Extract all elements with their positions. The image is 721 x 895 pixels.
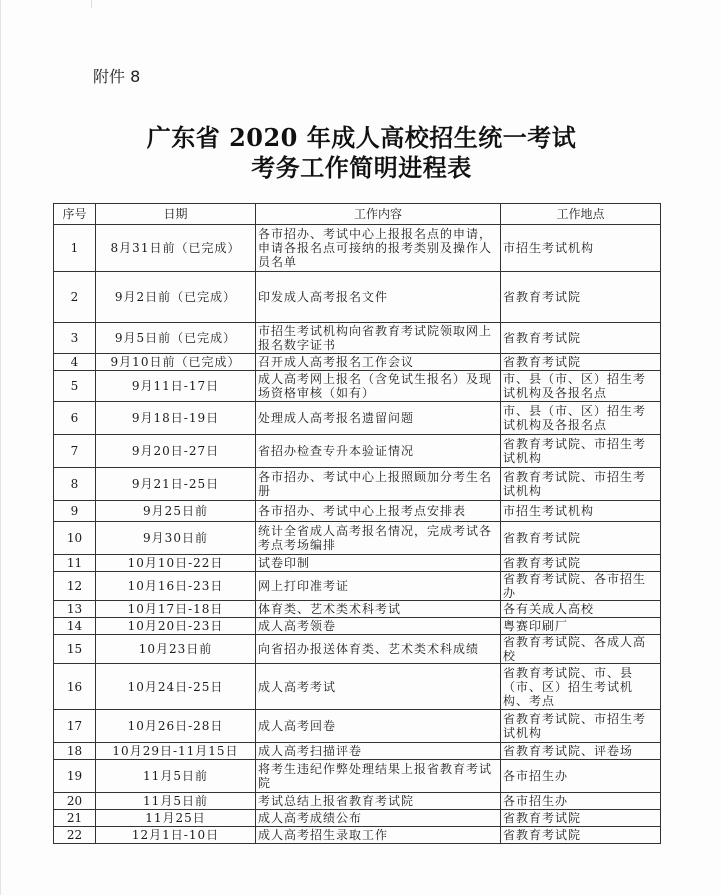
cell-date: 10月20日-23日	[96, 618, 256, 635]
cell-content: 省招办检查专升本验证情况	[256, 435, 501, 468]
cell-seq: 8	[54, 468, 96, 501]
table-row	[54, 272, 661, 323]
table-row	[54, 522, 661, 555]
table-row	[54, 468, 661, 501]
cell-content: 处理成人高考报名遗留问题	[256, 402, 501, 435]
cell-seq: 2	[54, 272, 96, 323]
cell-content: 体育类、艺术类术科考试	[256, 601, 501, 618]
cell-date: 10月10日-22日	[96, 555, 256, 572]
cell-date: 9月11日-17日	[96, 371, 256, 402]
cell-place: 省教育考试院	[501, 272, 661, 323]
cell-date: 9月30日前	[96, 522, 256, 555]
table-row	[54, 371, 661, 402]
cell-seq: 14	[54, 618, 96, 635]
cell-seq: 16	[54, 664, 96, 710]
table-row	[54, 354, 661, 371]
cell-content: 市招生考试机构向省教育考试院领取网上报名数字证书	[256, 323, 501, 354]
table-row	[54, 664, 661, 710]
cell-place: 市招生考试机构	[501, 225, 661, 272]
cell-place: 各有关成人高校	[501, 601, 661, 618]
cell-place: 各市招生办	[501, 760, 661, 793]
cell-content: 试卷印制	[256, 555, 501, 572]
cell-date: 9月5日前（已完成）	[96, 323, 256, 354]
cell-place: 省教育考试院	[501, 810, 661, 827]
cell-date: 10月23日前	[96, 635, 256, 664]
cell-place: 省教育考试院、各成人高校	[501, 635, 661, 664]
cell-place: 省教育考试院	[501, 522, 661, 555]
cell-content: 成人高考回卷	[256, 710, 501, 743]
cell-content: 成人高考考试	[256, 664, 501, 710]
cell-seq: 10	[54, 522, 96, 555]
schedule-table	[53, 203, 661, 844]
cell-content: 成人高考扫描评卷	[256, 743, 501, 760]
cell-seq: 4	[54, 354, 96, 371]
cell-content: 成人高考领卷	[256, 618, 501, 635]
header-place: 工作地点	[501, 204, 661, 225]
header-content: 工作内容	[256, 204, 501, 225]
cell-seq: 18	[54, 743, 96, 760]
table-row	[54, 601, 661, 618]
table-header-row	[54, 204, 661, 225]
cell-seq: 15	[54, 635, 96, 664]
cell-date: 12月1日-10日	[96, 827, 256, 844]
cell-place: 各市招生办	[501, 793, 661, 810]
cell-seq: 3	[54, 323, 96, 354]
header-date: 日期	[96, 204, 256, 225]
cell-content: 成人高考网上报名（含免试生报名）及现场资格审核（如有）	[256, 371, 501, 402]
cell-content: 成人高考成绩公布	[256, 810, 501, 827]
cell-content: 各市招办、考试中心上报照顾加分考生名册	[256, 468, 501, 501]
cell-date: 10月29日-11月15日	[96, 743, 256, 760]
table-row	[54, 323, 661, 354]
cell-seq: 7	[54, 435, 96, 468]
cell-date: 9月18日-19日	[96, 402, 256, 435]
cell-date: 10月24日-25日	[96, 664, 256, 710]
cell-seq: 13	[54, 601, 96, 618]
table-row	[54, 501, 661, 522]
cell-date: 9月10日前（已完成）	[96, 354, 256, 371]
cell-content: 考试总结上报省教育考试院	[256, 793, 501, 810]
cell-seq: 19	[54, 760, 96, 793]
table-row	[54, 710, 661, 743]
table-row	[54, 572, 661, 601]
cell-date: 11月5日前	[96, 760, 256, 793]
table-row	[54, 402, 661, 435]
table-row	[54, 635, 661, 664]
cell-date: 11月5日前	[96, 793, 256, 810]
cell-date: 9月21日-25日	[96, 468, 256, 501]
table-row	[54, 555, 661, 572]
cell-place: 省教育考试院	[501, 354, 661, 371]
cell-content: 网上打印准考证	[256, 572, 501, 601]
cell-date: 10月16日-23日	[96, 572, 256, 601]
cell-seq: 17	[54, 710, 96, 743]
cell-seq: 20	[54, 793, 96, 810]
cell-seq: 22	[54, 827, 96, 844]
cell-content: 向省招办报送体育类、艺术类术科成绩	[256, 635, 501, 664]
cell-seq: 21	[54, 810, 96, 827]
cell-place: 省教育考试院	[501, 555, 661, 572]
attachment-label: 附件 8	[93, 67, 141, 86]
cell-content: 印发成人高考报名文件	[256, 272, 501, 323]
table-row	[54, 827, 661, 844]
cell-seq: 11	[54, 555, 96, 572]
cell-date: 10月17日-18日	[96, 601, 256, 618]
cell-date: 9月20日-27日	[96, 435, 256, 468]
cell-date: 9月2日前（已完成）	[96, 272, 256, 323]
cell-place: 市招生考试机构	[501, 501, 661, 522]
cell-date: 9月25日前	[96, 501, 256, 522]
cell-content: 成人高考招生录取工作	[256, 827, 501, 844]
cell-content: 召开成人高考报名工作会议	[256, 354, 501, 371]
cell-seq: 1	[54, 225, 96, 272]
cell-place: 市、县（市、区）招生考试机构及各报名点	[501, 371, 661, 402]
cell-seq: 5	[54, 371, 96, 402]
table-row	[54, 793, 661, 810]
cell-content: 各市招办、考试中心上报报名点的申请，申请各报名点可接纳的报考类别及操作人员名单	[256, 225, 501, 272]
header-seq: 序号	[54, 204, 96, 225]
cell-content: 各市招办、考试中心上报考点安排表	[256, 501, 501, 522]
cell-date: 8月31日前（已完成）	[96, 225, 256, 272]
table-row	[54, 810, 661, 827]
cell-place: 省教育考试院、市招生考试机构	[501, 435, 661, 468]
table-row	[54, 760, 661, 793]
cell-place: 省教育考试院	[501, 323, 661, 354]
document-title-line1: 广东省 2020 年成人高校招生统一考试	[146, 123, 577, 152]
cell-date: 11月25日	[96, 810, 256, 827]
cell-place: 省教育考试院、市、县（市、区）招生考试机构、考点	[501, 664, 661, 710]
cell-seq: 9	[54, 501, 96, 522]
cell-place: 省教育考试院	[501, 827, 661, 844]
cell-place: 省教育考试院、市招生考试机构	[501, 468, 661, 501]
scan-edge-line	[91, 0, 92, 8]
cell-place: 省教育考试院、市招生考试机构	[501, 710, 661, 743]
cell-seq: 12	[54, 572, 96, 601]
cell-seq: 6	[54, 402, 96, 435]
cell-place: 粤赛印刷厂	[501, 618, 661, 635]
table-row	[54, 743, 661, 760]
cell-content: 统计全省成人高考报名情况，完成考试各考点考场编排	[256, 522, 501, 555]
cell-content: 将考生违纪作弊处理结果上报省教育考试院	[256, 760, 501, 793]
document-title-line2: 考务工作简明进程表	[251, 153, 472, 182]
cell-place: 市、县（市、区）招生考试机构及各报名点	[501, 402, 661, 435]
cell-place: 省教育考试院、评卷场	[501, 743, 661, 760]
table-row	[54, 618, 661, 635]
cell-place: 省教育考试院、各市招生办	[501, 572, 661, 601]
table-row	[54, 225, 661, 272]
cell-date: 10月26日-28日	[96, 710, 256, 743]
table-row	[54, 435, 661, 468]
